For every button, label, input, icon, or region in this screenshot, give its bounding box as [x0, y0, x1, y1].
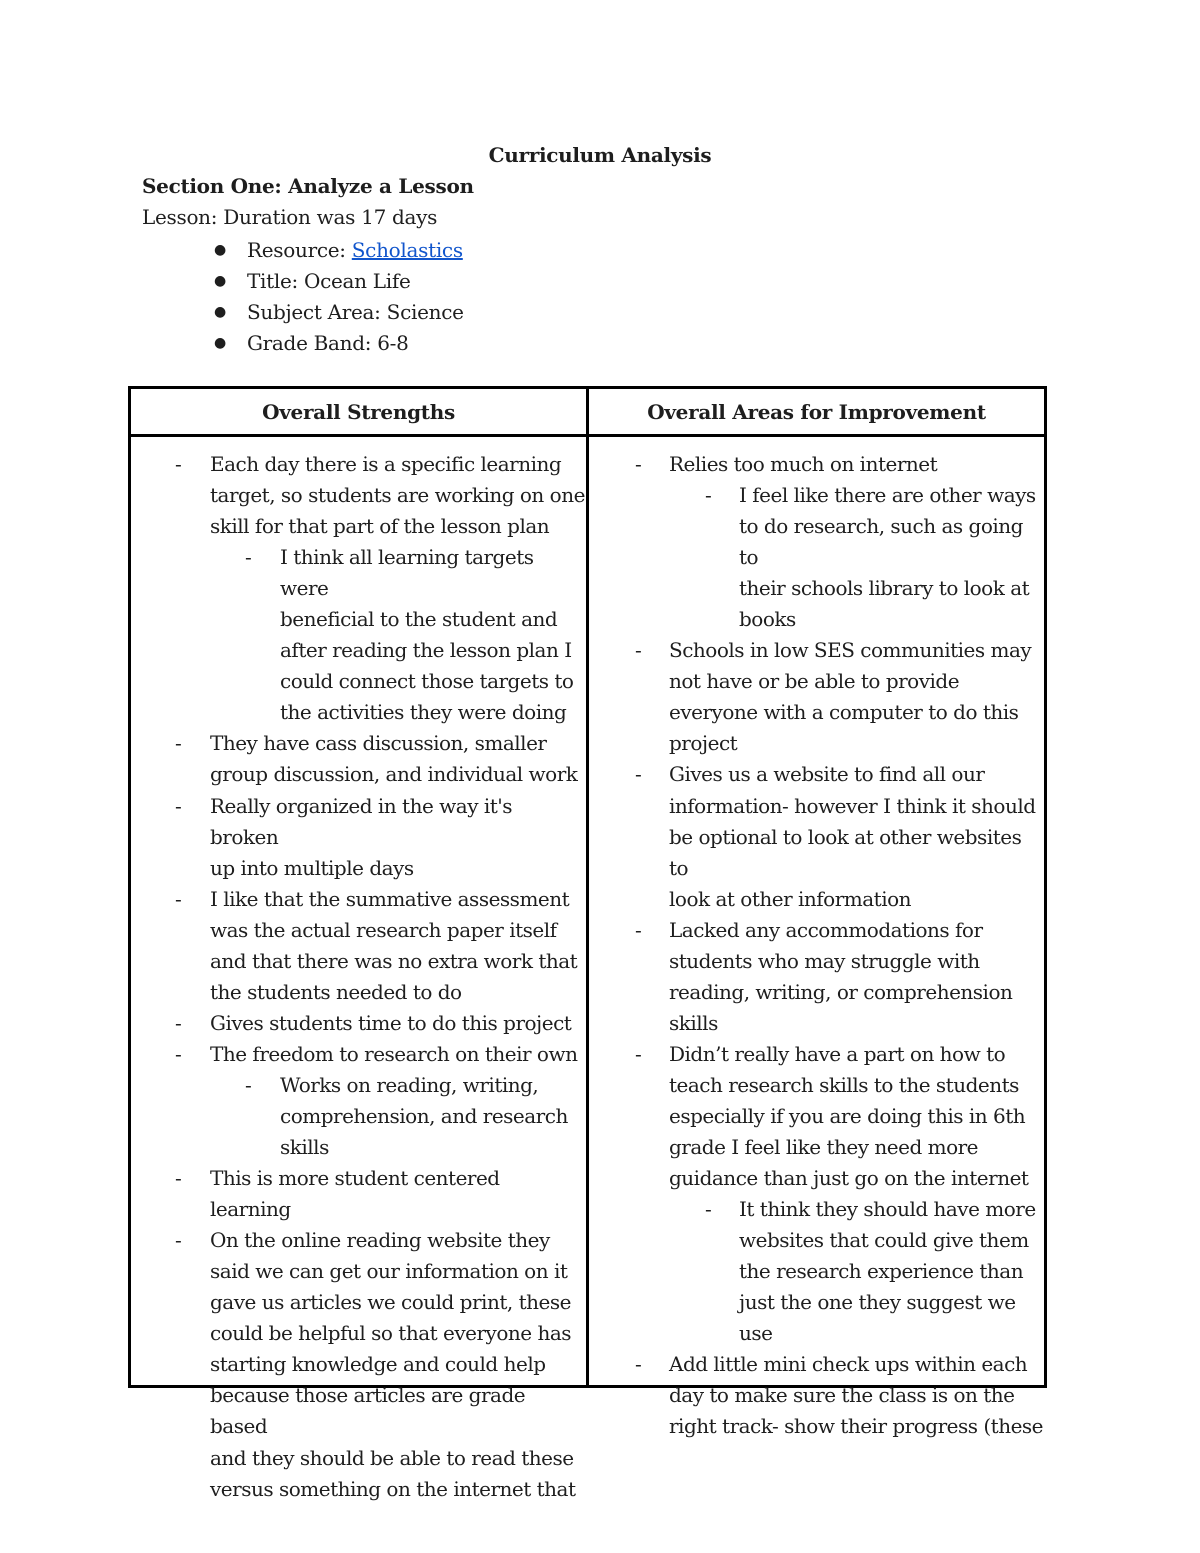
item-line: Relies too much on internet [669, 452, 938, 476]
dash-icon: - [175, 1228, 182, 1253]
list-item [131, 728, 586, 790]
list-item [589, 759, 1045, 914]
dash-icon: - [175, 1166, 182, 1191]
dash-icon: - [245, 545, 252, 570]
info-item-subject [142, 298, 464, 329]
item-line: websites that could give them [739, 1228, 1029, 1253]
list-item [589, 635, 1045, 759]
dash-icon: - [635, 1041, 642, 1066]
item-line: Really organized in the way it's broken [210, 793, 513, 849]
list-item [131, 1163, 586, 1225]
table-header-divider [128, 434, 1047, 437]
bullet-icon: ● [214, 273, 226, 289]
item-line: Add little mini check ups within each [669, 1352, 1028, 1377]
item-line: and that there was no extra work that [210, 948, 578, 973]
list-item [589, 1349, 1045, 1442]
item-line: versus something on the internet that [210, 1476, 576, 1501]
item-line: group discussion, and individual work [210, 762, 578, 787]
dash-icon: - [705, 483, 712, 508]
item-line: This is more student centered learning [210, 1166, 500, 1222]
item-line: everyone with a computer to do this [669, 700, 1019, 725]
item-line: I feel like there are other ways [739, 483, 1036, 508]
strengths-cell [131, 449, 586, 1501]
info-label: Resource: [247, 238, 352, 262]
bullet-icon: ● [214, 335, 226, 351]
item-line: said we can get our information on it [210, 1259, 568, 1284]
dash-icon: - [175, 1010, 182, 1035]
info-label: Grade Band: 6-8 [247, 331, 409, 355]
item-line: Gives us a website to find all our [669, 762, 985, 787]
info-item-grade [142, 329, 464, 360]
item-line: not have or be able to provide [669, 669, 960, 694]
item-line: because those articles are grade based [210, 1383, 526, 1439]
section-heading: Section One: Analyze a Lesson [142, 174, 474, 198]
dash-icon: - [175, 731, 182, 756]
item-line: just the one they suggest we [739, 1290, 1016, 1315]
dash-icon: - [175, 1041, 182, 1066]
item-line: could be helpful so that everyone has [210, 1321, 572, 1346]
sub-list-item [589, 1194, 1045, 1349]
item-line: It think they should have more [739, 1197, 1036, 1222]
list-item [131, 1225, 586, 1504]
item-line: their schools library to look at [739, 576, 1030, 601]
item-line: I like that the summative assessment [210, 886, 570, 911]
item-line: look at other information [669, 886, 912, 911]
item-line: Didn’t really have a part on how to [669, 1041, 1006, 1066]
item-line: skill for that part of the lesson plan [210, 514, 550, 539]
list-item [131, 1008, 586, 1039]
sub-list-item [131, 1070, 586, 1163]
item-line: the students needed to do [210, 979, 462, 1004]
item-line: Lacked any accommodations for [669, 917, 983, 942]
dash-icon: - [635, 452, 642, 476]
item-line: information- however I think it should [669, 793, 1036, 818]
bullet-icon: ● [214, 304, 226, 320]
item-line: right track- show their progress (these [669, 1414, 1044, 1439]
item-line: after reading the lesson plan I [280, 638, 572, 663]
list-item [589, 449, 1045, 480]
item-line: Schools in low SES communities may [669, 638, 1032, 663]
info-item-title [142, 267, 464, 298]
item-line: was the actual research paper itself [210, 917, 557, 942]
item-line: be optional to look at other websites to [669, 824, 1022, 880]
sub-list-item [131, 542, 586, 728]
dash-icon: - [635, 917, 642, 942]
scholastics-link[interactable]: Scholastics [351, 238, 463, 262]
improvements-cell [589, 449, 1045, 1439]
item-line: up into multiple days [210, 855, 414, 880]
item-line: the activities they were doing [280, 700, 567, 725]
item-line: to do research, such as going to [739, 514, 1023, 570]
item-line: guidance than just go on the internet [669, 1166, 1029, 1191]
item-line: skills [280, 1135, 329, 1160]
item-line: use [739, 1321, 773, 1346]
list-item [589, 915, 1045, 1039]
item-line: Each day there is a specific learning [210, 452, 562, 476]
dash-icon: - [175, 886, 182, 911]
item-line: and they should be able to read these [210, 1445, 574, 1470]
item-line: books [739, 607, 796, 632]
bullet-icon: ● [214, 242, 226, 258]
header-overall-strengths: Overall Strengths [262, 400, 455, 424]
item-line: gave us articles we could print, these [210, 1290, 571, 1315]
info-label: Subject Area: Science [247, 300, 464, 324]
list-item [131, 1039, 586, 1070]
dash-icon: - [175, 452, 182, 476]
item-line: day to make sure the class is on the [669, 1383, 1015, 1408]
list-item [131, 449, 586, 542]
info-item-resource [142, 236, 464, 267]
item-line: teach research skills to the students [669, 1072, 1019, 1097]
item-line: could connect those targets to [280, 669, 574, 694]
item-line: students who may struggle with [669, 948, 980, 973]
item-line: Works on reading, writing, [280, 1072, 539, 1097]
list-item [131, 884, 586, 1008]
list-item [131, 791, 586, 884]
list-item [589, 1039, 1045, 1194]
lesson-info-list [142, 236, 464, 360]
item-line: They have cass discussion, smaller [210, 731, 547, 756]
dash-icon: - [635, 1352, 642, 1377]
item-line: project [669, 731, 738, 756]
dash-icon: - [635, 762, 642, 787]
item-line: comprehension, and research [280, 1103, 568, 1128]
dash-icon: - [245, 1072, 252, 1097]
dash-icon: - [705, 1197, 712, 1222]
dash-icon: - [175, 793, 182, 818]
item-line: target, so students are working on one [210, 483, 585, 508]
item-line: grade I feel like they need more [669, 1135, 978, 1160]
item-line: reading, writing, or comprehension [669, 979, 1013, 1004]
item-line: starting knowledge and could help [210, 1352, 546, 1377]
lesson-duration: Lesson: Duration was 17 days [142, 205, 438, 229]
item-line: Gives students time to do this project [210, 1010, 572, 1035]
item-line: The freedom to research on their own [210, 1041, 578, 1066]
header-areas-for-improvement: Overall Areas for Improvement [647, 400, 986, 424]
document-title: Curriculum Analysis [488, 143, 712, 167]
item-line: I think all learning targets were [280, 545, 534, 601]
item-line: On the online reading website they [210, 1228, 550, 1253]
info-label: Title: Ocean Life [247, 269, 411, 293]
item-line: the research experience than [739, 1259, 1024, 1284]
dash-icon: - [635, 638, 642, 663]
item-line: especially if you are doing this in 6th [669, 1103, 1026, 1128]
sub-list-item [589, 480, 1045, 635]
item-line: skills [669, 1010, 718, 1035]
item-line: beneficial to the student and [280, 607, 558, 632]
